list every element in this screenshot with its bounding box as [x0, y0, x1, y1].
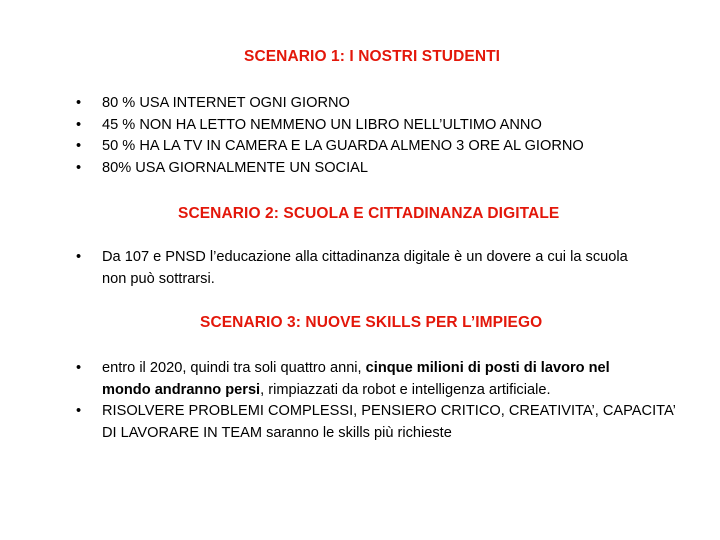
list-item-text: 80% USA GIORNALMENTE UN SOCIAL: [102, 159, 369, 176]
bullet-icon: •: [76, 116, 82, 133]
scenario-1-list: [76, 93, 584, 179]
list-item-bold-text-line-2: mondo andranno persi: [102, 381, 261, 398]
list-item: [76, 247, 628, 290]
list-item: [76, 401, 676, 444]
list-item: [76, 93, 584, 115]
scenario-1-heading: SCENARIO 1: I NOSTRI STUDENTI: [244, 48, 501, 65]
list-item-text: 50 % HA LA TV IN CAMERA E LA GUARDA ALMENO 3 ORE AL GIORNO: [102, 138, 584, 154]
list-item-text: 45 % NON HA LETTO NEMMENO UN LIBRO NELL’ULTIMO ANNO: [102, 116, 542, 133]
list-item-bold-text-line-1: cinque milioni di posti di lavoro nel: [365, 360, 610, 376]
bullet-icon: •: [76, 403, 82, 419]
scenario-2-heading: SCENARIO 2: SCUOLA E CITTADINANZA DIGITALE: [178, 205, 560, 222]
list-item: [76, 158, 584, 180]
scenario-3-heading: SCENARIO 3: NUOVE SKILLS PER L’IMPIEGO: [200, 314, 543, 331]
bullet-icon: •: [76, 138, 82, 154]
bullet-icon: •: [76, 249, 82, 265]
list-item-text-line-2: DI LAVORARE IN TEAM saranno le skills più richieste: [102, 424, 452, 441]
bullet-icon: •: [76, 159, 82, 176]
list-item-text-line-1: Da 107 e PNSD l’educazione alla cittadinanza digitale è un dovere a cui la scuola: [102, 249, 628, 265]
list-item-text-line-2: non può sottrarsi.: [102, 270, 215, 287]
scenario-2-list: [76, 247, 628, 290]
list-item-text: 80 % USA INTERNET OGNI GIORNO: [102, 95, 350, 111]
list-item: [76, 115, 584, 137]
list-item: [76, 136, 584, 158]
list-item-text-after: , rimpiazzati da robot e intelligenza artificiale.: [260, 381, 551, 398]
bullet-icon: •: [76, 95, 82, 111]
bullet-icon: •: [76, 360, 82, 376]
list-item-text-line-1: RISOLVERE PROBLEMI COMPLESSI, PENSIERO CRITICO, CREATIVITA’, CAPACITA’: [102, 403, 676, 419]
list-item: [76, 358, 676, 401]
scenario-3-list: [76, 358, 676, 444]
list-item-text: entro il 2020, quindi tra soli quattro anni,: [102, 360, 366, 376]
